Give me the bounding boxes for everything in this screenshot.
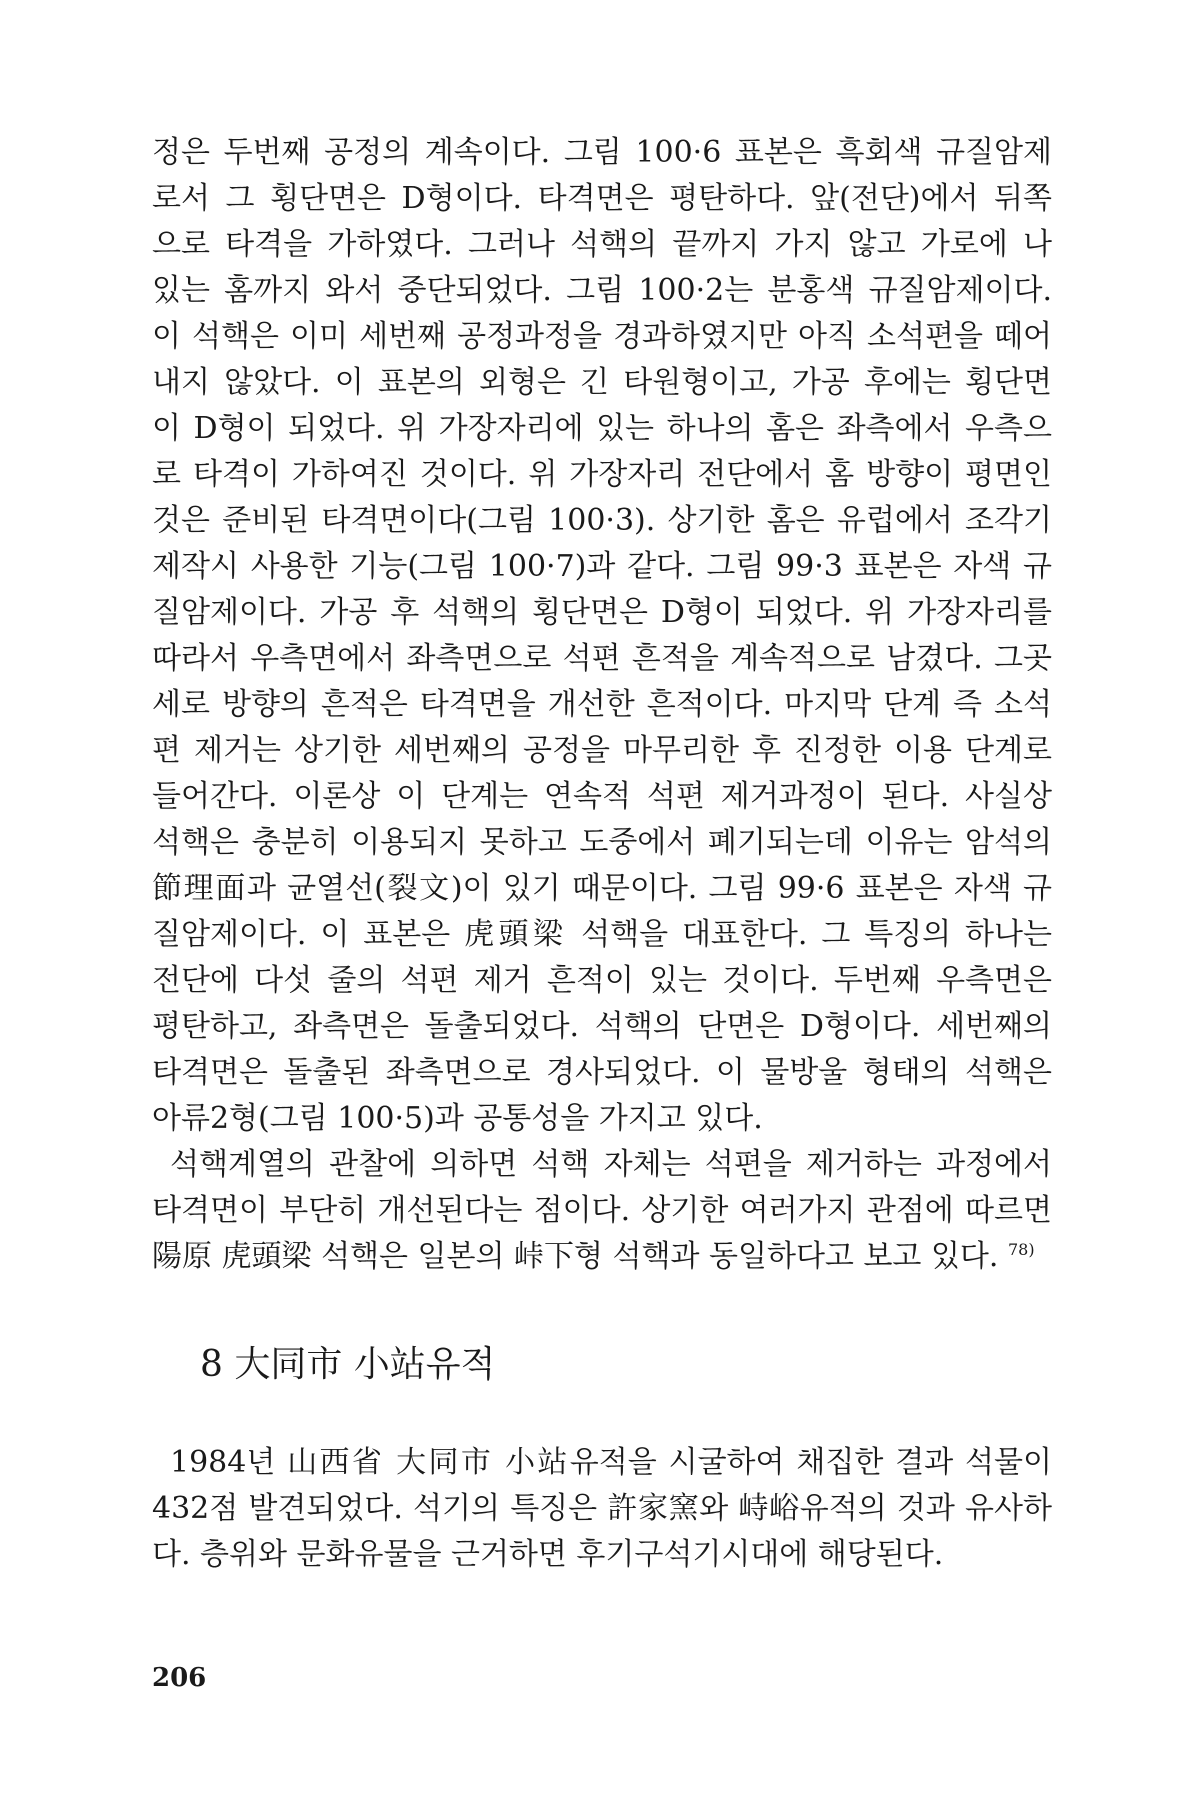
- text-line-content: 타격면이 부단히 개선된다는 점이다. 상기한 여러가지 관점에 따르면: [152, 1193, 1052, 1228]
- text-line: [152, 682, 1052, 728]
- text-line-content: 따라서 우측면에서 좌측면으로 석편 흔적을 계속적으로 남겼다. 그곳: [152, 641, 1052, 676]
- text-line: [152, 452, 1052, 498]
- text-line: [152, 820, 1052, 866]
- text-line: [152, 958, 1052, 1004]
- body-text: [152, 130, 1052, 1280]
- text-line: [152, 498, 1052, 544]
- text-line-content: 타격면은 돌출된 좌측면으로 경사되었다. 이 물방울 형태의 석핵은: [152, 1055, 1052, 1090]
- text-line-content: 다. 층위와 문화유물을 근거하면 후기구석기시대에 해당된다.: [152, 1537, 944, 1572]
- text-line-content: 것은 준비된 타격면이다(그림 100·3). 상기한 홈은 유럽에서 조각기: [152, 503, 1052, 538]
- text-line-content: 질암제이다. 가공 후 석핵의 횡단면은 D형이 되었다. 위 가장자리를: [152, 595, 1052, 630]
- text-line: [152, 1440, 1052, 1486]
- text-line-content: 432점 발견되었다. 석기의 특징은 許家窯와 峙峪유적의 것과 유사하: [152, 1491, 1052, 1526]
- text-line: [152, 1142, 1052, 1188]
- text-line: [152, 130, 1052, 176]
- text-line: [152, 1050, 1052, 1096]
- text-line-content: 陽原 虎頭梁 석핵은 일본의 峠下형 석핵과 동일하다고 보고 있다.: [152, 1239, 999, 1274]
- text-line-content: 으로 타격을 가하였다. 그러나 석핵의 끝까지 가지 않고 가로에 나: [152, 227, 1052, 262]
- text-line: [152, 314, 1052, 360]
- text-line: [152, 1532, 1052, 1578]
- text-line: [152, 268, 1052, 314]
- text-line: [152, 636, 1052, 682]
- section-body-text: [152, 1440, 1052, 1578]
- text-line: [152, 176, 1052, 222]
- paragraph: [152, 130, 1052, 1142]
- text-line-content: 아류2형(그림 100·5)과 공통성을 가지고 있다.: [152, 1101, 763, 1136]
- text-line: [152, 1234, 1052, 1280]
- text-line-content: 1984년 山西省 大同市 小站유적을 시굴하여 채집한 결과 석물이: [170, 1445, 1052, 1480]
- text-line-content: 석핵계열의 관찰에 의하면 석핵 자체는 석편을 제거하는 과정에서: [170, 1147, 1052, 1182]
- text-line: [152, 590, 1052, 636]
- text-line-content: 평탄하고, 좌측면은 돌출되었다. 석핵의 단면은 D형이다. 세번째의: [152, 1009, 1052, 1044]
- text-line-content: 들어간다. 이론상 이 단계는 연속적 석편 제거과정이 된다. 사실상: [152, 779, 1052, 814]
- text-line: [152, 360, 1052, 406]
- text-line: [152, 728, 1052, 774]
- page-number: 206: [152, 1663, 207, 1693]
- paragraph: [152, 1440, 1052, 1578]
- text-line-content: 편 제거는 상기한 세번째의 공정을 마무리한 후 진정한 이용 단계로: [152, 733, 1052, 768]
- text-line-content: 질암제이다. 이 표본은 虎頭梁 석핵을 대표한다. 그 특징의 하나는: [152, 917, 1052, 952]
- text-line: [152, 1096, 1052, 1142]
- text-line: [152, 222, 1052, 268]
- paragraph: [152, 1142, 1052, 1280]
- text-line-content: 節理面과 균열선(裂文)이 있기 때문이다. 그림 99·6 표본은 자색 규: [152, 871, 1052, 906]
- footnote-marker: 78): [1008, 1240, 1035, 1259]
- text-line: [152, 912, 1052, 958]
- text-line-content: 있는 홈까지 와서 중단되었다. 그림 100·2는 분홍색 규질암제이다.: [152, 273, 1052, 308]
- text-line-content: 이 D형이 되었다. 위 가장자리에 있는 하나의 홈은 좌측에서 우측으: [152, 411, 1052, 446]
- section-heading: 8 大同市 小站유적: [200, 1344, 496, 1385]
- text-line-content: 전단에 다섯 줄의 석편 제거 흔적이 있는 것이다. 두번째 우측면은: [152, 963, 1052, 998]
- text-line-content: 정은 두번째 공정의 계속이다. 그림 100·6 표본은 흑회색 규질암제: [152, 135, 1052, 170]
- text-line: [152, 866, 1052, 912]
- text-line: [152, 774, 1052, 820]
- text-line-content: 석핵은 충분히 이용되지 못하고 도중에서 폐기되는데 이유는 암석의: [152, 825, 1052, 860]
- text-line-content: 제작시 사용한 기능(그림 100·7)과 같다. 그림 99·3 표본은 자색 규: [152, 549, 1052, 584]
- text-line-content: 세로 방향의 흔적은 타격면을 개선한 흔적이다. 마지막 단계 즉 소석: [152, 687, 1052, 722]
- text-line: [152, 1004, 1052, 1050]
- text-line: [152, 1486, 1052, 1532]
- text-line: [152, 1188, 1052, 1234]
- text-line-content: 로 타격이 가하여진 것이다. 위 가장자리 전단에서 홈 방향이 평면인: [152, 457, 1052, 492]
- text-line-content: 로서 그 횡단면은 D형이다. 타격면은 평탄하다. 앞(전단)에서 뒤쪽: [152, 181, 1052, 216]
- text-line: [152, 544, 1052, 590]
- text-line: [152, 406, 1052, 452]
- text-line-content: 이 석핵은 이미 세번째 공정과정을 경과하였지만 아직 소석편을 떼어: [152, 319, 1052, 354]
- text-line-content: 내지 않았다. 이 표본의 외형은 긴 타원형이고, 가공 후에는 횡단면: [152, 365, 1052, 400]
